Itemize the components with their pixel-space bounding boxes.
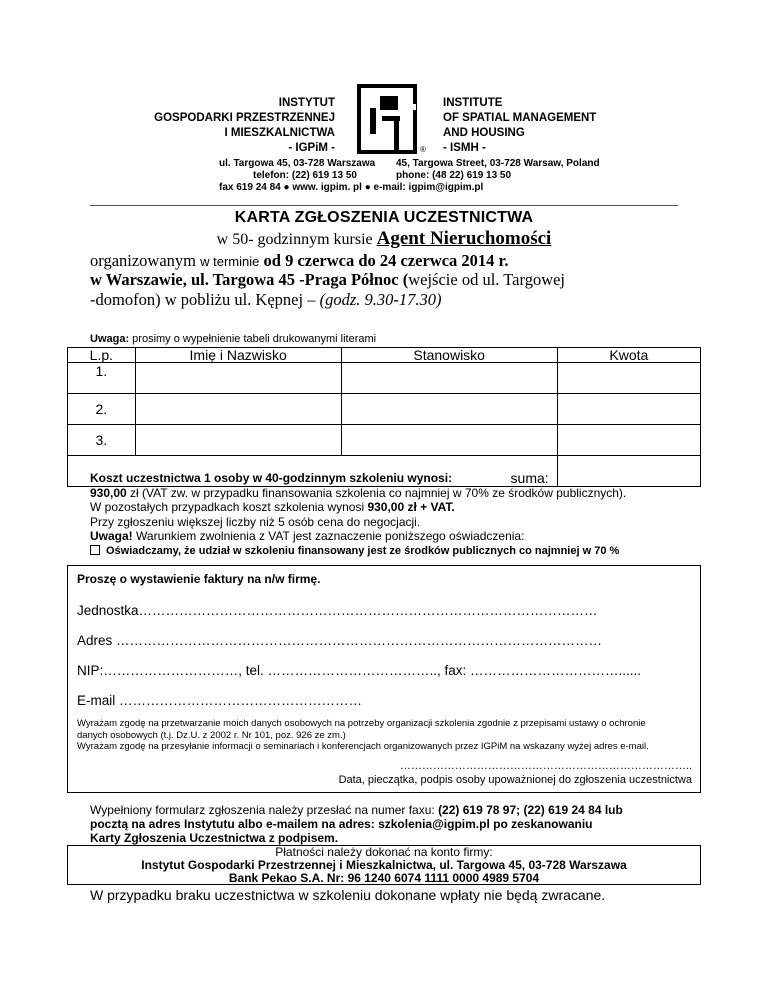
consent-line: Wyrażam zgodę na przetwarzanie moich danych osobowych na potrzeby organizacji szkolenia zgodnie z przepisami ustawy o ochronie xyxy=(77,718,646,729)
consent-line: Wyrażam zgodę na przesyłanie informacji o seminariach i konferencjach organizowanych przez IGPiM na wskazany wyżej adres e-mail. xyxy=(77,741,649,752)
table-row xyxy=(68,425,701,456)
amount-cell[interactable] xyxy=(557,394,700,425)
payment-box xyxy=(67,845,701,885)
column-header: Stanowisko xyxy=(341,348,557,363)
entrance-text: wejście od ul. Targowej xyxy=(408,270,566,289)
header-divider xyxy=(90,205,678,206)
invoice-heading: Proszę o wystawienie faktury na n/w firmę. xyxy=(77,572,321,586)
table-header-row xyxy=(68,348,701,363)
nip-phone-fax-field[interactable]: NIP:…………………………, tel. ……………………………….., fax: ……………………………...... xyxy=(77,663,642,678)
location-detail: -domofon) w pobliżu ul. Kępnej – xyxy=(90,290,320,309)
igpim-logo-icon xyxy=(350,82,440,156)
term-dates: od 9 czerwca do 24 czerwca 2014 r. xyxy=(259,251,509,270)
declaration-checkbox[interactable] xyxy=(90,545,100,555)
contact-line: fax 619 24 84 ● www. igpim. pl ● e-mail: igpim@igpim.pl xyxy=(219,182,484,193)
amount-cell[interactable] xyxy=(557,363,700,394)
org-pl-line: I MIESZKALNICTWA xyxy=(224,127,335,139)
position-cell[interactable] xyxy=(341,363,557,394)
address-english xyxy=(396,158,600,182)
course-name: Agent Nieruchomości xyxy=(376,228,552,249)
address-polish xyxy=(219,158,375,182)
price-other-text: W pozostałych przypadkach koszt szkolenia wynosi xyxy=(90,500,368,514)
declaration-text: Oświadczamy, że udział w szkoleniu finansowany jest ze środków publicznych co najmniej w 70 % xyxy=(106,545,620,557)
table-row xyxy=(68,394,701,425)
institute-name-english xyxy=(443,96,703,156)
row-number: 2. xyxy=(68,394,136,425)
cost-section xyxy=(90,471,626,544)
refund-note: W przypadku braku uczestnictwa w szkoleniu dokonane wpłaty nie będą zwracane. xyxy=(90,887,606,903)
amount-cell[interactable] xyxy=(557,425,700,456)
price-other: 930,00 zł + VAT. xyxy=(367,500,455,514)
name-cell[interactable] xyxy=(135,425,341,456)
consent-text xyxy=(77,718,649,753)
location-line xyxy=(90,270,565,290)
send-line: Karty Zgłoszenia Uczestnictwa z podpisem. xyxy=(90,831,339,845)
signature-label: Data, pieczątka, podpis osoby upoważnionej do zgłoszenia uczestnictwa xyxy=(338,774,692,786)
column-header: Kwota xyxy=(557,348,700,363)
send-line: pocztą na adres Instytutu albo e-mailem na adres: szkolenia@igpim.pl po zeskanowaniu xyxy=(90,817,593,831)
signature-field[interactable]: …………………………………………………………………….. xyxy=(399,760,692,772)
org-en-line: - ISMH - xyxy=(443,142,486,154)
table-note xyxy=(90,333,376,345)
term-label: w terminie xyxy=(200,254,260,269)
org-en-line: OF SPATIAL MANAGEMENT xyxy=(443,112,597,124)
unit-field[interactable]: Jednostka………………………………………………………………………………………… xyxy=(77,603,598,618)
send-text: Wypełniony formularz zgłoszenia należy przesłać na numer faxu: xyxy=(90,803,439,817)
row-number: 3. xyxy=(68,425,136,456)
send-fax: (22) 619 78 97; (22) 619 24 84 lub xyxy=(438,803,623,817)
sum-label: suma: xyxy=(68,456,558,487)
cost-heading: Koszt uczestnictwa 1 osoby w 40-godzinnym szkoleniu wynosi: xyxy=(90,471,453,485)
column-header: L.p. xyxy=(68,348,136,363)
vat-text: Warunkiem zwolnienia z VAT jest zaznaczenie poniższego oświadczenia: xyxy=(132,529,525,543)
address-line: ul. Targowa 45, 03-728 Warszawa xyxy=(219,158,376,169)
note-label: Uwaga: xyxy=(90,333,130,345)
address-field[interactable]: Adres ……………………………………………………………………………………………… xyxy=(77,633,603,648)
email-field[interactable]: E-mail ……………………………………………… xyxy=(77,693,363,708)
institute-name-polish xyxy=(75,96,335,156)
vat-label: Uwaga! xyxy=(90,529,133,543)
name-cell[interactable] xyxy=(135,394,341,425)
column-header: Imię i Nazwisko xyxy=(135,348,341,363)
term-line xyxy=(90,251,509,271)
participants-table xyxy=(67,347,701,487)
org-pl-line: INSTYTUT xyxy=(278,97,335,109)
phone-line: phone: (48 22) 619 13 50 xyxy=(396,170,512,181)
org-en-line: INSTITUTE xyxy=(443,97,503,109)
org-pl-line: - IGPiM - xyxy=(288,142,335,154)
bank-account: Bank Pekao S.A. Nr: 96 1240 6074 1111 0000 4989 5704 xyxy=(228,871,540,885)
group-price-text: Przy zgłoszeniu większej liczby niż 5 osób cena do negocjacji. xyxy=(90,514,421,529)
form-title: KARTA ZGŁOSZENIA UCZESTNICTWA xyxy=(234,209,534,226)
invoice-section xyxy=(67,565,701,793)
term-text: organizowanym xyxy=(90,251,201,270)
price-public: 930,00 xyxy=(90,485,127,500)
position-cell[interactable] xyxy=(341,425,557,456)
address-line: 45, Targowa Street, 03-728 Warsaw, Poland xyxy=(396,158,600,169)
note-text: prosimy o wypełnienie tabeli drukowanymi literami xyxy=(129,333,377,345)
declaration xyxy=(90,545,619,557)
send-instructions xyxy=(90,803,623,845)
table-row xyxy=(68,363,701,394)
hours-text: (godz. 9.30-17.30) xyxy=(319,290,442,309)
payment-label: Płatności należy dokonać na konto firmy: xyxy=(275,845,493,859)
row-number: 1. xyxy=(68,363,136,394)
location-text: w Warszawie, ul. Targowa 45 -Praga Północ ( xyxy=(90,270,409,289)
registered-mark: ® xyxy=(420,145,426,154)
hours-line xyxy=(90,290,442,310)
consent-line: danych osobowych (t.j. Dz.U. z 2002 r. Nr 101, poz. 926 ze zm.) xyxy=(77,729,346,741)
name-cell[interactable] xyxy=(135,363,341,394)
price-public-text: zł (VAT zw. w przypadku finansowania szkolenia co najmniej w 70% ze środków publicznych). xyxy=(126,485,627,500)
org-pl-line: GOSPODARKI PRZESTRZENNEJ xyxy=(154,112,335,124)
payment-company: Instytut Gospodarki Przestrzennej i Mieszkalnictwa, ul. Targowa 45, 03-728 Warszawa xyxy=(141,858,627,872)
phone-line: telefon: (22) 619 13 50 xyxy=(253,170,357,181)
subtitle-prefix: w 50- godzinnym kursie xyxy=(216,231,377,248)
position-cell[interactable] xyxy=(341,394,557,425)
form-subtitle xyxy=(0,228,768,250)
org-en-line: AND HOUSING xyxy=(443,127,525,139)
